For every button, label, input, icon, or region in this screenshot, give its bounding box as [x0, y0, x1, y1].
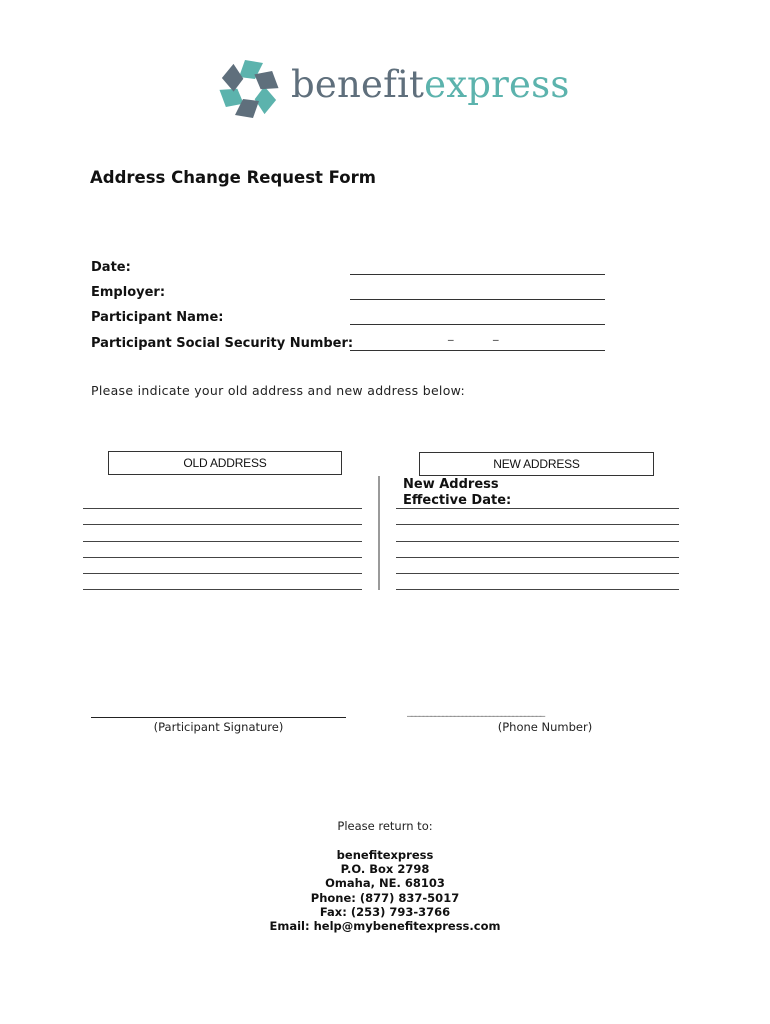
employer-field[interactable] — [350, 299, 605, 300]
old-address-line-4[interactable] — [83, 557, 362, 558]
phone-number-line[interactable]: ___________________________________ — [407, 704, 544, 717]
signature-caption: (Participant Signature) — [153, 720, 284, 734]
new-address-line-1[interactable] — [396, 508, 679, 509]
ssn-field[interactable] — [350, 350, 605, 351]
return-phone: Phone: (877) 837-5017 — [310, 890, 460, 905]
return-fax: Fax: (253) 793-3766 — [319, 904, 451, 919]
signature-line[interactable] — [91, 717, 346, 718]
brand-wordmark-express: express — [424, 63, 570, 106]
return-company: benefitexpress — [336, 848, 434, 862]
participant-name-label: Participant Name: — [91, 310, 224, 325]
old-address-line-1[interactable] — [83, 508, 362, 509]
employer-label: Employer: — [91, 285, 166, 300]
return-address-block — [0, 848, 770, 933]
brand-wordmark — [291, 63, 570, 106]
return-heading: Please return to: — [337, 819, 433, 833]
new-address-line-3[interactable] — [396, 541, 679, 542]
ssn-label: Participant Social Security Number: — [91, 336, 354, 351]
new-address-effective-label-1: New Address — [403, 477, 499, 492]
ssn-separator-1: _ — [448, 328, 454, 341]
new-address-effective-label-2: Effective Date: — [403, 493, 512, 508]
old-address-line-5[interactable] — [83, 573, 362, 574]
form-title: Address Change Request Form — [90, 168, 376, 187]
return-po-box: P.O. Box 2798 — [340, 862, 430, 877]
old-address-line-2[interactable] — [83, 524, 362, 525]
return-email: Email: help@mybenefitexpress.com — [269, 919, 501, 934]
date-field[interactable] — [350, 274, 605, 275]
old-address-line-3[interactable] — [83, 541, 362, 542]
ssn-separator-2: _ — [493, 328, 499, 341]
phone-number-caption: (Phone Number) — [497, 720, 593, 734]
address-column-divider — [378, 476, 380, 590]
address-instruction: Please indicate your old address and new address below: — [91, 383, 466, 398]
return-city: Omaha, NE. 68103 — [325, 876, 445, 891]
old-address-line-6[interactable] — [83, 589, 362, 590]
brand-wordmark-benefit: benefit — [291, 63, 425, 106]
new-address-line-5[interactable] — [396, 573, 679, 574]
new-address-line-6[interactable] — [396, 589, 679, 590]
old-address-header: OLD ADDRESS — [108, 451, 342, 475]
new-address-line-4[interactable] — [396, 557, 679, 558]
new-address-line-2[interactable] — [396, 524, 679, 525]
new-address-header: NEW ADDRESS — [419, 452, 654, 476]
date-label: Date: — [91, 260, 131, 275]
benefitexpress-logo-icon — [219, 59, 279, 119]
participant-name-field[interactable] — [350, 324, 605, 325]
